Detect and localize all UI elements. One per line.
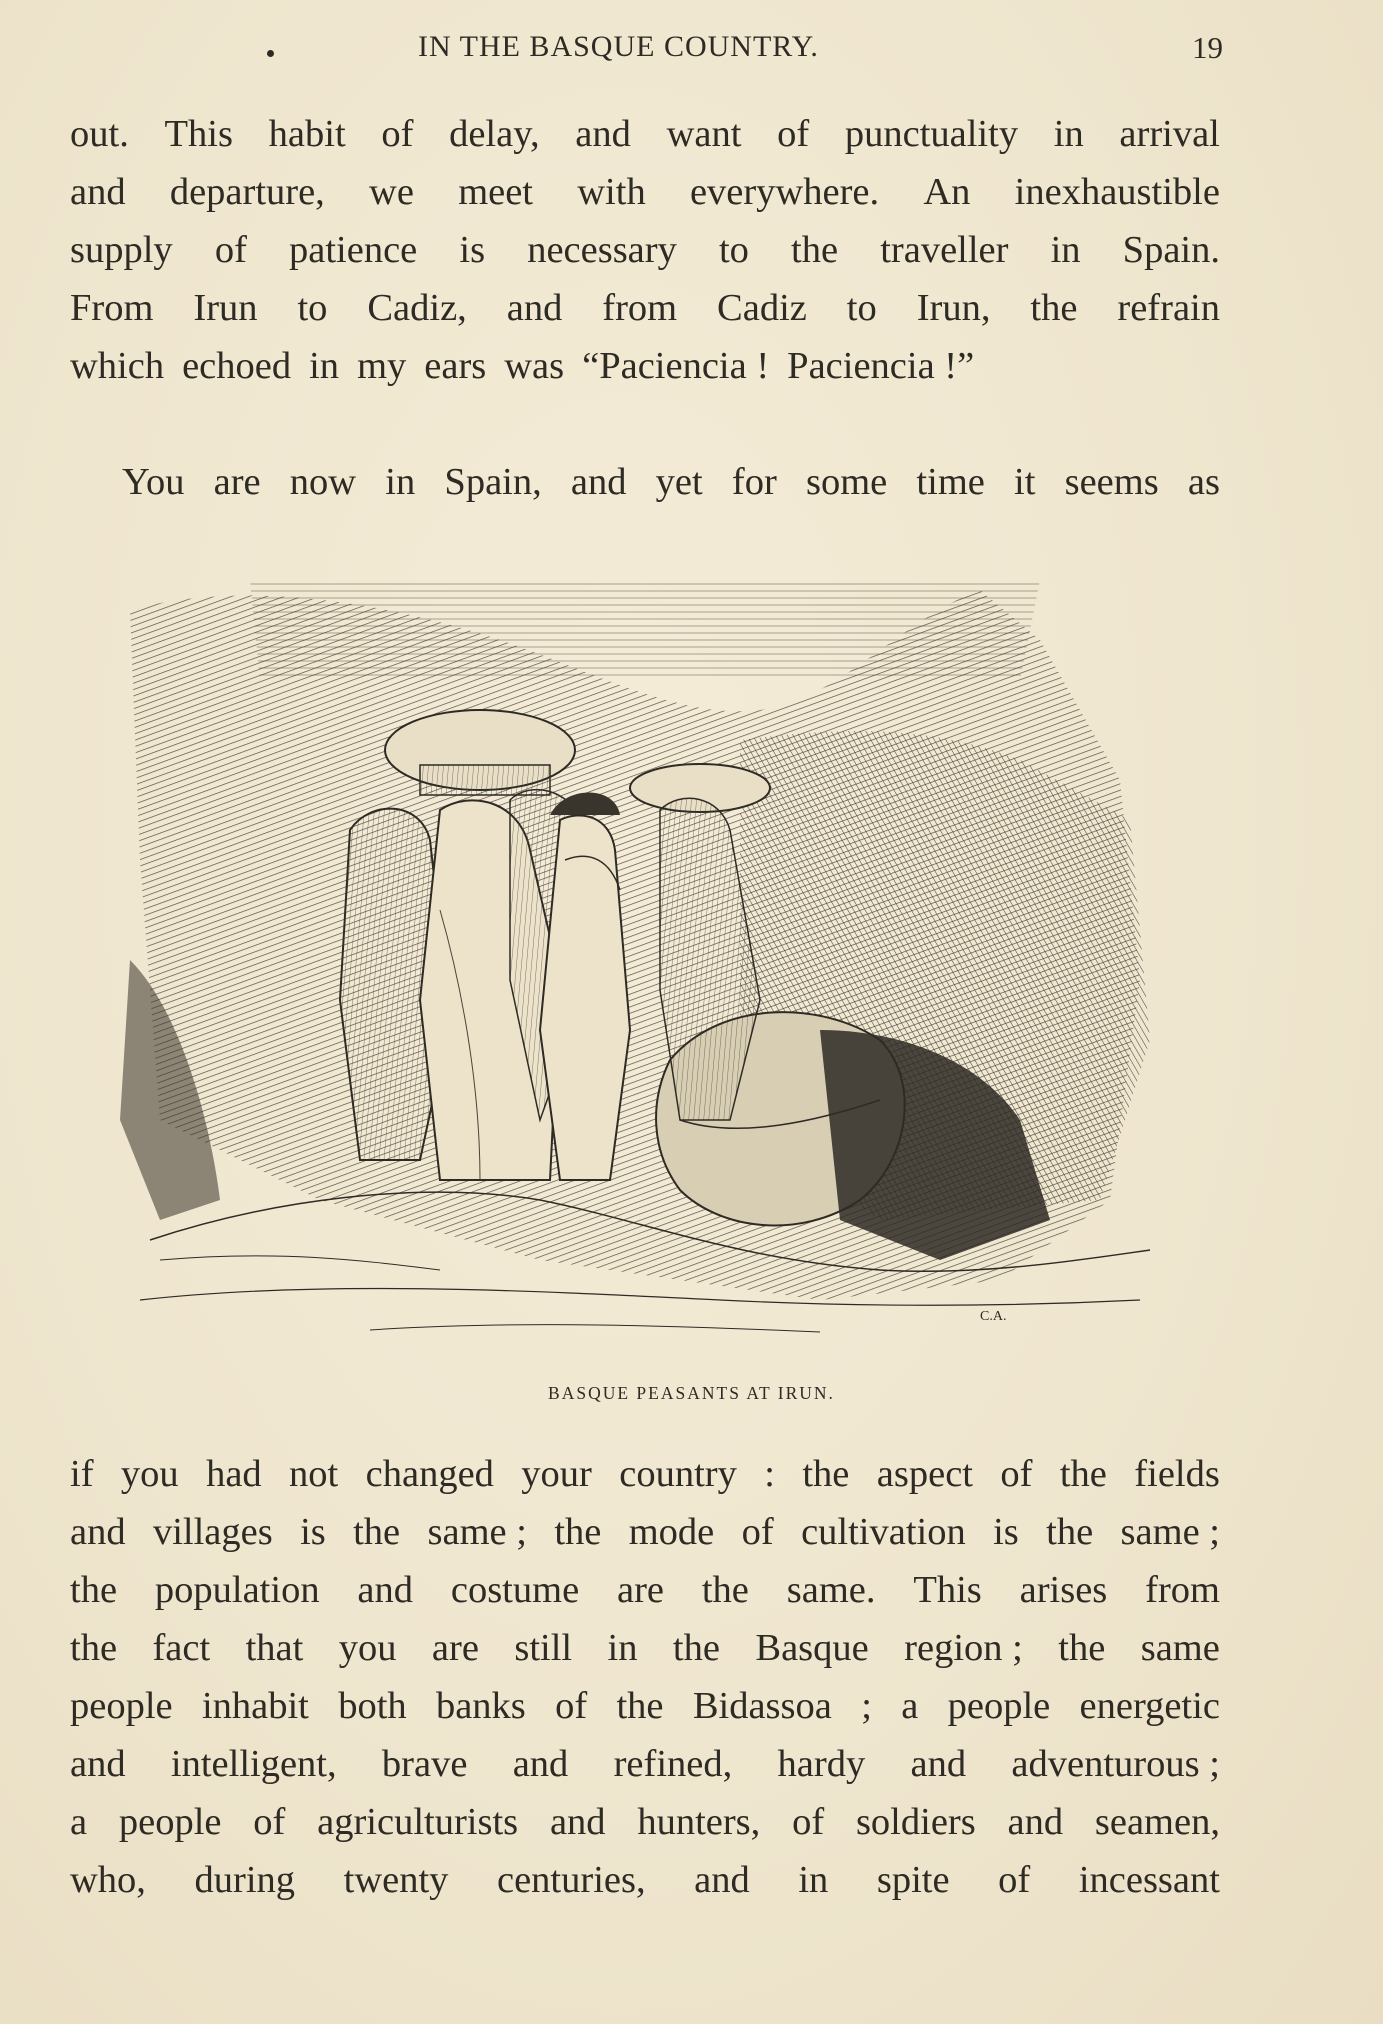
word: spite — [876, 1859, 950, 1901]
word: supply — [70, 229, 173, 271]
word: seems — [1064, 461, 1159, 503]
word: soldiers — [855, 1801, 976, 1843]
word: This — [913, 1569, 982, 1611]
word: during — [194, 1859, 296, 1901]
word: and — [570, 461, 627, 503]
word: punctuality — [844, 113, 1019, 155]
word: your — [521, 1453, 592, 1495]
word: is — [459, 229, 486, 271]
text-line — [70, 1506, 1220, 1558]
text-line — [70, 1796, 1220, 1848]
word: both — [338, 1685, 407, 1727]
word: incessant — [1078, 1859, 1220, 1901]
word: and — [506, 287, 563, 329]
word: intelligent, — [170, 1743, 337, 1785]
word: of — [381, 113, 414, 155]
word: of — [792, 1801, 825, 1843]
word: had — [206, 1453, 262, 1495]
word: of — [741, 1511, 774, 1553]
word: agriculturists — [317, 1801, 519, 1843]
running-title: IN THE BASQUE COUNTRY. — [418, 30, 819, 63]
word: still — [514, 1627, 573, 1669]
word: now — [289, 461, 357, 503]
word: are — [431, 1627, 479, 1669]
word: people — [118, 1801, 222, 1843]
word: as — [1187, 461, 1220, 503]
word: twenty — [343, 1859, 449, 1901]
word: fact — [152, 1627, 211, 1669]
word: and — [575, 113, 631, 155]
word: This — [164, 113, 233, 155]
word: and — [694, 1859, 750, 1901]
word: Spain, — [444, 461, 542, 503]
word: mode — [628, 1511, 715, 1553]
word: Bidassoa — [692, 1685, 832, 1727]
word: inexhaustible — [1014, 171, 1220, 213]
word: and — [70, 1743, 126, 1785]
word: a — [901, 1685, 919, 1727]
word: which — [70, 345, 165, 387]
word: want — [666, 113, 742, 155]
engraving-illustration — [120, 560, 1160, 1360]
word: we — [369, 171, 414, 213]
word: region ; — [904, 1627, 1023, 1669]
word: and — [1007, 1801, 1064, 1843]
text-line — [70, 1680, 1220, 1732]
word: changed — [365, 1453, 494, 1495]
text-line — [70, 340, 1220, 392]
word: in — [1053, 113, 1084, 155]
word: traveller — [880, 229, 1009, 271]
word: the — [1046, 1511, 1094, 1553]
word: with — [577, 171, 646, 213]
word: was — [504, 345, 565, 387]
word: the — [1059, 1453, 1107, 1495]
word: Paciencia !” — [787, 345, 975, 387]
word: and — [910, 1743, 967, 1785]
word: aspect — [876, 1453, 973, 1495]
word: hunters, — [637, 1801, 761, 1843]
word: are — [213, 461, 261, 503]
word: : — [764, 1453, 775, 1495]
word: ears — [424, 345, 487, 387]
word: population — [154, 1569, 320, 1611]
text-line — [70, 1854, 1220, 1906]
word: same. — [786, 1569, 876, 1611]
figure-caption: BASQUE PEASANTS AT IRUN. — [548, 1383, 835, 1403]
word: costume — [450, 1569, 580, 1611]
word: from — [1145, 1569, 1220, 1611]
word: centuries, — [497, 1859, 646, 1901]
text-line — [70, 1564, 1220, 1616]
word: of — [555, 1685, 588, 1727]
word: Spain. — [1122, 229, 1220, 271]
word: is — [300, 1511, 326, 1553]
word: Basque — [755, 1627, 869, 1669]
word: From — [70, 287, 154, 329]
word: Cadiz, — [367, 287, 467, 329]
word: if — [70, 1453, 94, 1495]
word: You — [122, 461, 185, 503]
word: not — [289, 1453, 339, 1495]
word: to — [846, 287, 877, 329]
word: villages — [152, 1511, 273, 1553]
word: refined, — [613, 1743, 733, 1785]
word: seamen, — [1094, 1801, 1220, 1843]
word: yet — [655, 461, 703, 503]
word: the — [1030, 287, 1078, 329]
word: arrival — [1119, 113, 1220, 155]
text-line — [70, 1738, 1220, 1790]
word: to — [297, 287, 328, 329]
text-line — [70, 108, 1220, 160]
word: the — [70, 1569, 118, 1611]
word: energetic — [1079, 1685, 1220, 1727]
word: same — [1140, 1627, 1220, 1669]
word: banks — [435, 1685, 526, 1727]
word: for — [731, 461, 777, 503]
word: the — [802, 1453, 850, 1495]
word: and — [70, 171, 126, 213]
word: everywhere. — [689, 171, 880, 213]
word: hardy — [777, 1743, 866, 1785]
word: and — [357, 1569, 414, 1611]
word: are — [617, 1569, 665, 1611]
word: in — [607, 1627, 638, 1669]
word: my — [357, 345, 407, 387]
word: the — [616, 1685, 664, 1727]
word: cultivation — [801, 1511, 966, 1553]
word: echoed — [182, 345, 292, 387]
text-line — [70, 1622, 1220, 1674]
word: the — [672, 1627, 720, 1669]
word: in — [385, 461, 416, 503]
text-line — [70, 282, 1220, 334]
engraver-mark: C.A. — [980, 1309, 1007, 1324]
word: time — [916, 461, 985, 503]
word: and — [512, 1743, 569, 1785]
word: you — [120, 1453, 179, 1495]
word: of — [214, 229, 247, 271]
word: country — [619, 1453, 737, 1495]
word: and — [549, 1801, 606, 1843]
word: you — [338, 1627, 397, 1669]
word: habit — [268, 113, 346, 155]
word: meet — [458, 171, 534, 213]
word: of — [1000, 1453, 1033, 1495]
word: a — [70, 1801, 88, 1843]
page-number: 19 — [1192, 30, 1223, 65]
word: adventurous ; — [1011, 1743, 1220, 1785]
word: Cadiz — [717, 287, 807, 329]
word: from — [602, 287, 678, 329]
text-line — [70, 1448, 1220, 1500]
word: in — [798, 1859, 829, 1901]
word: out. — [70, 113, 129, 155]
word: ; — [861, 1685, 872, 1727]
word: same ; — [1120, 1511, 1220, 1553]
word: the — [1058, 1627, 1106, 1669]
text-line — [70, 166, 1220, 218]
text-line — [70, 224, 1220, 276]
word: in — [1050, 229, 1081, 271]
word: brave — [381, 1743, 468, 1785]
word: is — [993, 1511, 1019, 1553]
word: delay, — [449, 113, 540, 155]
word: to — [718, 229, 749, 271]
word: patience — [289, 229, 418, 271]
word: Irun, — [916, 287, 991, 329]
word: Irun — [193, 287, 258, 329]
word: of — [998, 1859, 1031, 1901]
word: departure, — [169, 171, 325, 213]
word: people — [947, 1685, 1051, 1727]
word: the — [353, 1511, 401, 1553]
word: the — [70, 1627, 118, 1669]
word: “Paciencia ! — [582, 345, 770, 387]
word: refrain — [1117, 287, 1220, 329]
word: who, — [70, 1859, 146, 1901]
word: some — [805, 461, 888, 503]
word: An — [923, 171, 971, 213]
word: fields — [1134, 1453, 1220, 1495]
ink-dot — [267, 50, 274, 57]
word: inhabit — [201, 1685, 309, 1727]
running-head — [0, 30, 1383, 70]
word: that — [245, 1627, 304, 1669]
word: the — [554, 1511, 602, 1553]
word: in — [309, 345, 340, 387]
word: and — [70, 1511, 126, 1553]
word: the — [791, 229, 839, 271]
word: people — [70, 1685, 173, 1727]
word: the — [701, 1569, 749, 1611]
word: of — [777, 113, 810, 155]
text-line — [122, 456, 1220, 508]
word: same ; — [427, 1511, 527, 1553]
word: it — [1014, 461, 1036, 503]
word: necessary — [527, 229, 677, 271]
word: of — [253, 1801, 286, 1843]
word: arises — [1019, 1569, 1108, 1611]
